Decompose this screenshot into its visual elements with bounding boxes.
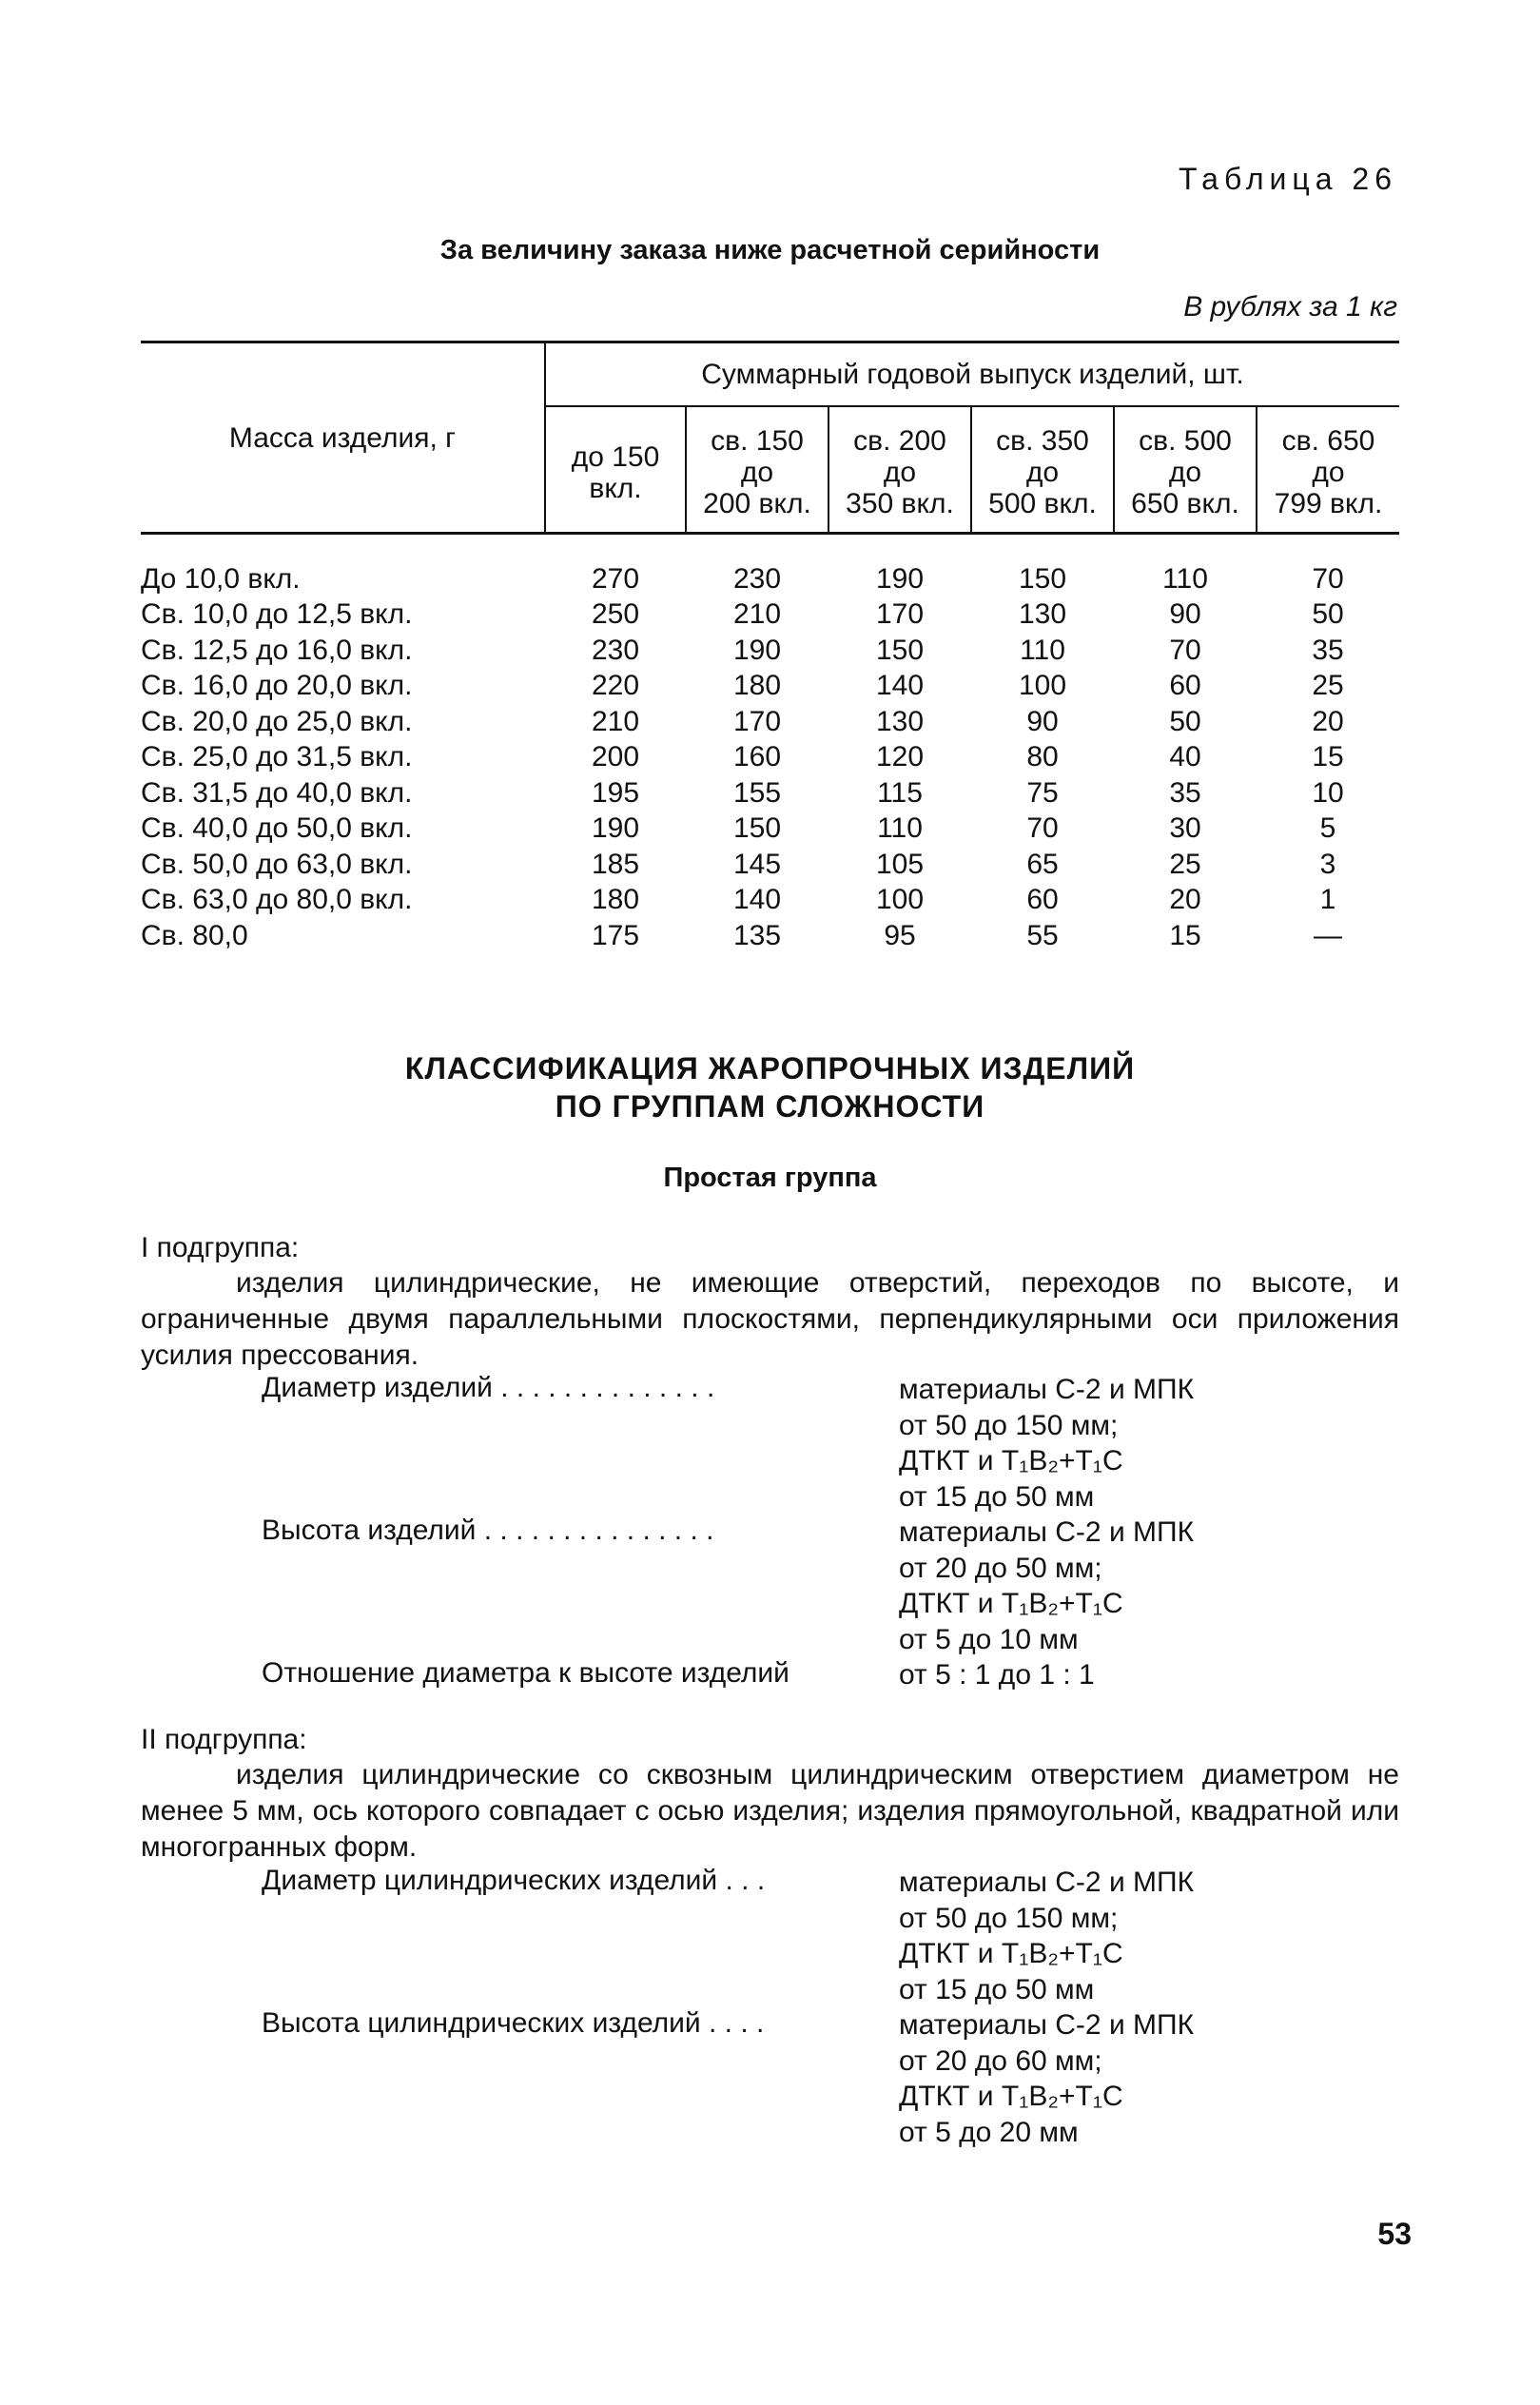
column-header-line: св. 350 <box>996 425 1089 457</box>
price-cell: 50 <box>1312 598 1344 631</box>
price-cell: 170 <box>875 598 925 631</box>
price-cell: 175 <box>591 919 640 951</box>
price-cell: 130 <box>875 705 925 737</box>
price-cell: 105 <box>875 848 925 880</box>
spec-value-line: от 50 до 150 мм; <box>899 1902 1119 1934</box>
price-cell: 110 <box>1162 562 1208 595</box>
spec-value-line: от 5 : 1 до 1 : 1 <box>899 1659 1095 1691</box>
price-cell: 35 <box>1312 634 1344 666</box>
price-cell: 185 <box>591 848 640 880</box>
table-title: За величину заказа ниже расчетной серийности <box>439 235 1101 265</box>
price-cell: 135 <box>732 919 782 951</box>
column-header-line: 799 вкл. <box>1274 488 1383 519</box>
price-cell: 270 <box>591 562 640 595</box>
spec-value-line: от 5 до 10 мм <box>899 1623 1079 1655</box>
price-cell: 120 <box>875 741 925 773</box>
mass-cell: Св. 80,0 <box>141 919 248 951</box>
price-cell: 35 <box>1169 776 1201 809</box>
subgroup-1-description-text: изделия цилиндрические, не имеющие отверстий, переходов по высоте, и ограниченные двумя параллельными плоскостями, перпендикулярными оси приложения усилия прессования. <box>141 1267 1399 1371</box>
price-cell: 70 <box>1312 562 1344 595</box>
mass-cell: Св. 31,5 до 40,0 вкл. <box>141 776 413 809</box>
spec-value-line: от 50 до 150 мм; <box>899 1409 1119 1441</box>
column-header-line: св. 200 <box>853 425 946 457</box>
spec-value-line: ДТКТ и T₁B₂+T₁C <box>899 1445 1123 1476</box>
subgroup-1-title: I подгруппа: <box>141 1232 300 1263</box>
spec-label: Высота цилиндрических изделий . . . . <box>262 2007 765 2039</box>
table-label: Таблица 26 <box>1179 162 1397 196</box>
spec-value-line: материалы С-2 и МПК <box>899 1374 1195 1405</box>
price-cell: 150 <box>875 634 925 666</box>
table-row <box>141 704 1399 740</box>
spec-values <box>899 2007 1194 2150</box>
price-cell: 190 <box>732 634 782 666</box>
price-cell: 3 <box>1319 848 1336 880</box>
price-cell: 140 <box>732 884 782 916</box>
column-header-line: 650 вкл. <box>1131 488 1239 519</box>
price-cell: 210 <box>591 705 640 737</box>
mass-cell: Св. 63,0 до 80,0 вкл. <box>141 884 413 916</box>
price-cell: 90 <box>1169 598 1201 631</box>
spec-values <box>899 1515 1194 1657</box>
price-cell: 130 <box>1018 598 1067 631</box>
column-header-line: до <box>1025 457 1060 488</box>
table-row <box>141 847 1399 883</box>
price-cell: 20 <box>1169 884 1201 916</box>
column-header <box>828 406 971 534</box>
column-header-line: вкл. <box>589 472 642 504</box>
column-header-line: 500 вкл. <box>988 488 1097 519</box>
column-header-line: до 150 <box>571 440 660 473</box>
price-cell: 195 <box>591 776 640 809</box>
mass-cell: Св. 40,0 до 50,0 вкл. <box>141 812 413 845</box>
table-row <box>141 669 1399 705</box>
table-row <box>141 811 1399 848</box>
price-cell: 190 <box>875 562 925 595</box>
spec-values <box>899 1372 1194 1515</box>
spec-value-line: от 5 до 20 мм <box>899 2116 1079 2148</box>
price-cell: 20 <box>1312 705 1344 737</box>
mass-cell: Св. 50,0 до 63,0 вкл. <box>141 848 413 880</box>
price-cell: 230 <box>732 562 782 595</box>
subgroup-1-description <box>141 1265 1399 1374</box>
price-cell: 220 <box>591 670 640 702</box>
table-row <box>141 775 1399 811</box>
table-row <box>141 918 1399 954</box>
price-cell: 100 <box>1018 670 1067 702</box>
column-header-line: 200 вкл. <box>703 488 811 519</box>
spec-value-line: ДТКТ и T₁B₂+T₁C <box>899 1938 1123 1969</box>
spec-values <box>899 1865 1194 2007</box>
spec-value-line: ДТКТ и T₁B₂+T₁C <box>899 1588 1123 1619</box>
units-note: В рублях за 1 кг <box>1183 291 1397 323</box>
price-cell: 100 <box>875 884 925 916</box>
table-row <box>141 633 1399 669</box>
spec-value-line: от 15 до 50 мм <box>899 1973 1095 2005</box>
column-header <box>686 406 828 534</box>
column-header <box>545 406 686 534</box>
price-cell: 110 <box>877 812 923 845</box>
price-cell: 170 <box>732 705 782 737</box>
price-cell: 110 <box>1020 634 1065 666</box>
mass-cell: Св. 12,5 до 16,0 вкл. <box>141 634 413 666</box>
mass-cell: До 10,0 вкл. <box>141 562 301 595</box>
column-header-line: св. 650 <box>1281 425 1375 457</box>
price-cell: 5 <box>1319 812 1336 845</box>
price-cell: 80 <box>1026 741 1059 773</box>
spec-value-line: от 15 до 50 мм <box>899 1480 1095 1513</box>
price-cell: 140 <box>875 670 925 702</box>
mass-cell: Св. 10,0 до 12,5 вкл. <box>141 598 413 631</box>
table-row <box>141 534 1399 597</box>
price-cell: 95 <box>884 919 916 951</box>
spec-value-line: от 20 до 60 мм; <box>899 2044 1102 2077</box>
subgroup-2-description-text: изделия цилиндрические со сквозным цилиндрическим отверстием диаметром не менее 5 мм, ось которого совпадает с осью изделия; изделия прямоугольной, квадратной или многогранных форм. <box>141 1759 1399 1863</box>
price-cell: 200 <box>591 741 640 773</box>
spec-label: Диаметр изделий . . . . . . . . . . . . . . <box>262 1372 715 1403</box>
column-header-line: до <box>883 457 917 488</box>
column-header <box>971 406 1114 534</box>
mass-cell: Св. 20,0 до 25,0 вкл. <box>141 705 413 737</box>
price-cell: 180 <box>591 884 640 916</box>
price-cell: 250 <box>591 598 640 631</box>
price-cell: 210 <box>732 598 782 631</box>
spec-value-line: материалы С-2 и МПК <box>899 2009 1195 2041</box>
price-cell: 75 <box>1026 776 1059 809</box>
section-heading-line1: КЛАССИФИКАЦИЯ ЖАРОПРОЧНЫХ ИЗДЕЛИЙ <box>404 1051 1136 1085</box>
price-cell: 60 <box>1169 670 1201 702</box>
table-row <box>141 597 1399 634</box>
price-cell: 60 <box>1026 884 1059 916</box>
mass-cell: Св. 16,0 до 20,0 вкл. <box>141 670 413 702</box>
price-cell: 30 <box>1169 812 1201 845</box>
price-cell: 145 <box>732 848 782 880</box>
price-cell: 180 <box>732 670 782 702</box>
subgroup-2-description <box>141 1757 1399 1866</box>
price-cell: 230 <box>591 634 640 666</box>
group-title: Простая группа <box>663 1163 877 1193</box>
price-cell: 25 <box>1312 670 1344 702</box>
price-cell: 15 <box>1169 919 1201 951</box>
spec-label: Диаметр цилиндрических изделий . . . <box>262 1865 766 1896</box>
column-header-line: св. 150 <box>711 425 804 457</box>
price-cell: 90 <box>1026 705 1059 737</box>
spec-value-line: материалы С-2 и МПК <box>899 1867 1195 1898</box>
price-cell: 65 <box>1026 848 1059 880</box>
price-cell: 15 <box>1312 741 1344 773</box>
price-cell: 70 <box>1026 812 1059 845</box>
mass-cell: Св. 25,0 до 31,5 вкл. <box>141 741 413 773</box>
column-header-line: св. 500 <box>1139 425 1232 457</box>
price-cell: 50 <box>1169 705 1201 737</box>
column-header <box>1114 406 1257 534</box>
column-header-line: до <box>1312 457 1345 488</box>
price-cell: 55 <box>1026 919 1059 951</box>
table-row <box>141 883 1399 919</box>
price-cell: 160 <box>732 741 782 773</box>
price-cell: 115 <box>877 776 923 809</box>
column-header-line: до <box>740 457 774 488</box>
price-cell: 150 <box>1018 562 1067 595</box>
mass-column-header: Масса изделия, г <box>141 342 545 534</box>
price-cell: 1 <box>1319 884 1336 916</box>
price-cell: 70 <box>1169 634 1201 666</box>
table-row <box>141 740 1399 776</box>
spec-value-line: материалы С-2 и МПК <box>899 1516 1195 1548</box>
price-cell: 155 <box>732 776 782 809</box>
spec-label: Высота изделий . . . . . . . . . . . . . . . <box>262 1515 714 1546</box>
column-header-line: 350 вкл. <box>846 488 954 519</box>
output-group-header: Суммарный годовой выпуск изделий, шт. <box>545 342 1399 407</box>
price-cell: 10 <box>1312 776 1344 809</box>
section-heading-line2: ПО ГРУППАМ СЛОЖНОСТИ <box>555 1089 985 1124</box>
price-cell: — <box>1314 919 1342 951</box>
column-header-line: до <box>1168 457 1202 488</box>
price-cell: 150 <box>732 812 782 845</box>
spec-values <box>899 1657 1095 1693</box>
spec-value-line: от 20 до 50 мм; <box>899 1552 1102 1584</box>
page-number: 53 <box>1377 2217 1412 2251</box>
spec-value-line: ДТКТ и T₁B₂+T₁C <box>899 2081 1123 2112</box>
price-table <box>141 341 1399 954</box>
price-cell: 40 <box>1169 741 1201 773</box>
price-cell: 190 <box>591 812 640 845</box>
spec-label: Отношение диаметра к высоте изделий <box>262 1657 789 1689</box>
price-cell: 25 <box>1169 848 1201 880</box>
column-header <box>1257 406 1399 534</box>
subgroup-2-title: II подгруппа: <box>141 1724 307 1755</box>
